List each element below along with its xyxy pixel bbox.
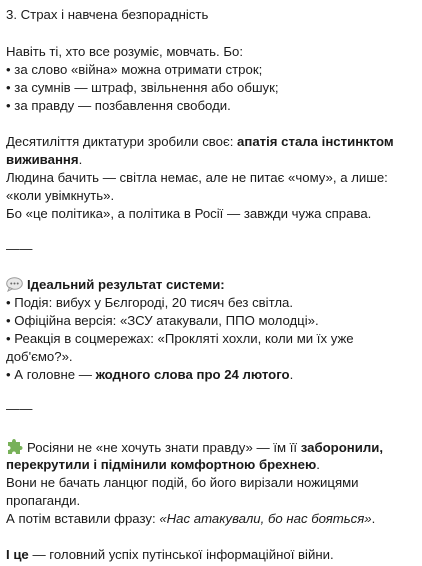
p1-intro: Навіть ті, хто все розуміє, мовчать. Бо: [6,44,243,59]
divider: —— [6,241,33,256]
p2-line-5: Бо «це політика», а політика в Росії — завжди чужа справа. [6,206,372,221]
p4-line-4: пропаганди. [6,493,81,508]
section-heading: 3. Страх і навчена безпорадність [6,7,209,22]
p2-line-4: «коли увімкнуть». [6,188,115,203]
list-item: • Подія: вибух у Бєлгороді, 20 тисяч без світла. [6,295,294,310]
list-item: • Реакція в соцмережах: «Прокляті хохли, коли ми їх уже [6,331,354,346]
list-item-continuation: доб'ємо?». [6,349,73,364]
p2-line-1: Десятиліття диктатури зробили своє: апатія стала інстинктом [6,134,394,149]
p4-line-3: Вони не бачать ланцюг подій, бо його вирізали ножицями [6,475,359,490]
list-item: • за слово «війна» можна отримати строк; [6,62,263,77]
list-item: • А головне — жодного слова про 24 лютого. [6,367,294,382]
list-item: • за сумнів — штраф, звільнення або обшук; [6,80,279,95]
p4-line-1: Росіяни не «не хочуть знати правду» — їм її заборонили, [6,438,383,460]
p2-line-2: виживання. [6,152,83,167]
p4-line-5: А потім вставили фразу: «Нас атакували, бо нас бояться». [6,511,376,526]
p2-line-3: Людина бачить — світла немає, але не питає «чому», а лише: [6,170,388,185]
p3-title-line: Ідеальний результат системи: [6,276,225,297]
list-item: • за правду — позбавлення свободи. [6,98,231,113]
divider: —— [6,401,33,416]
list-item: • Офіційна версія: «ЗСУ атакували, ППО молодці». [6,313,319,328]
p4-line-2: перекрутили і підмінили комфортною брехнею. [6,457,320,472]
conclusion-line: І це — головний успіх путінської інформаційної війни. [6,547,334,562]
